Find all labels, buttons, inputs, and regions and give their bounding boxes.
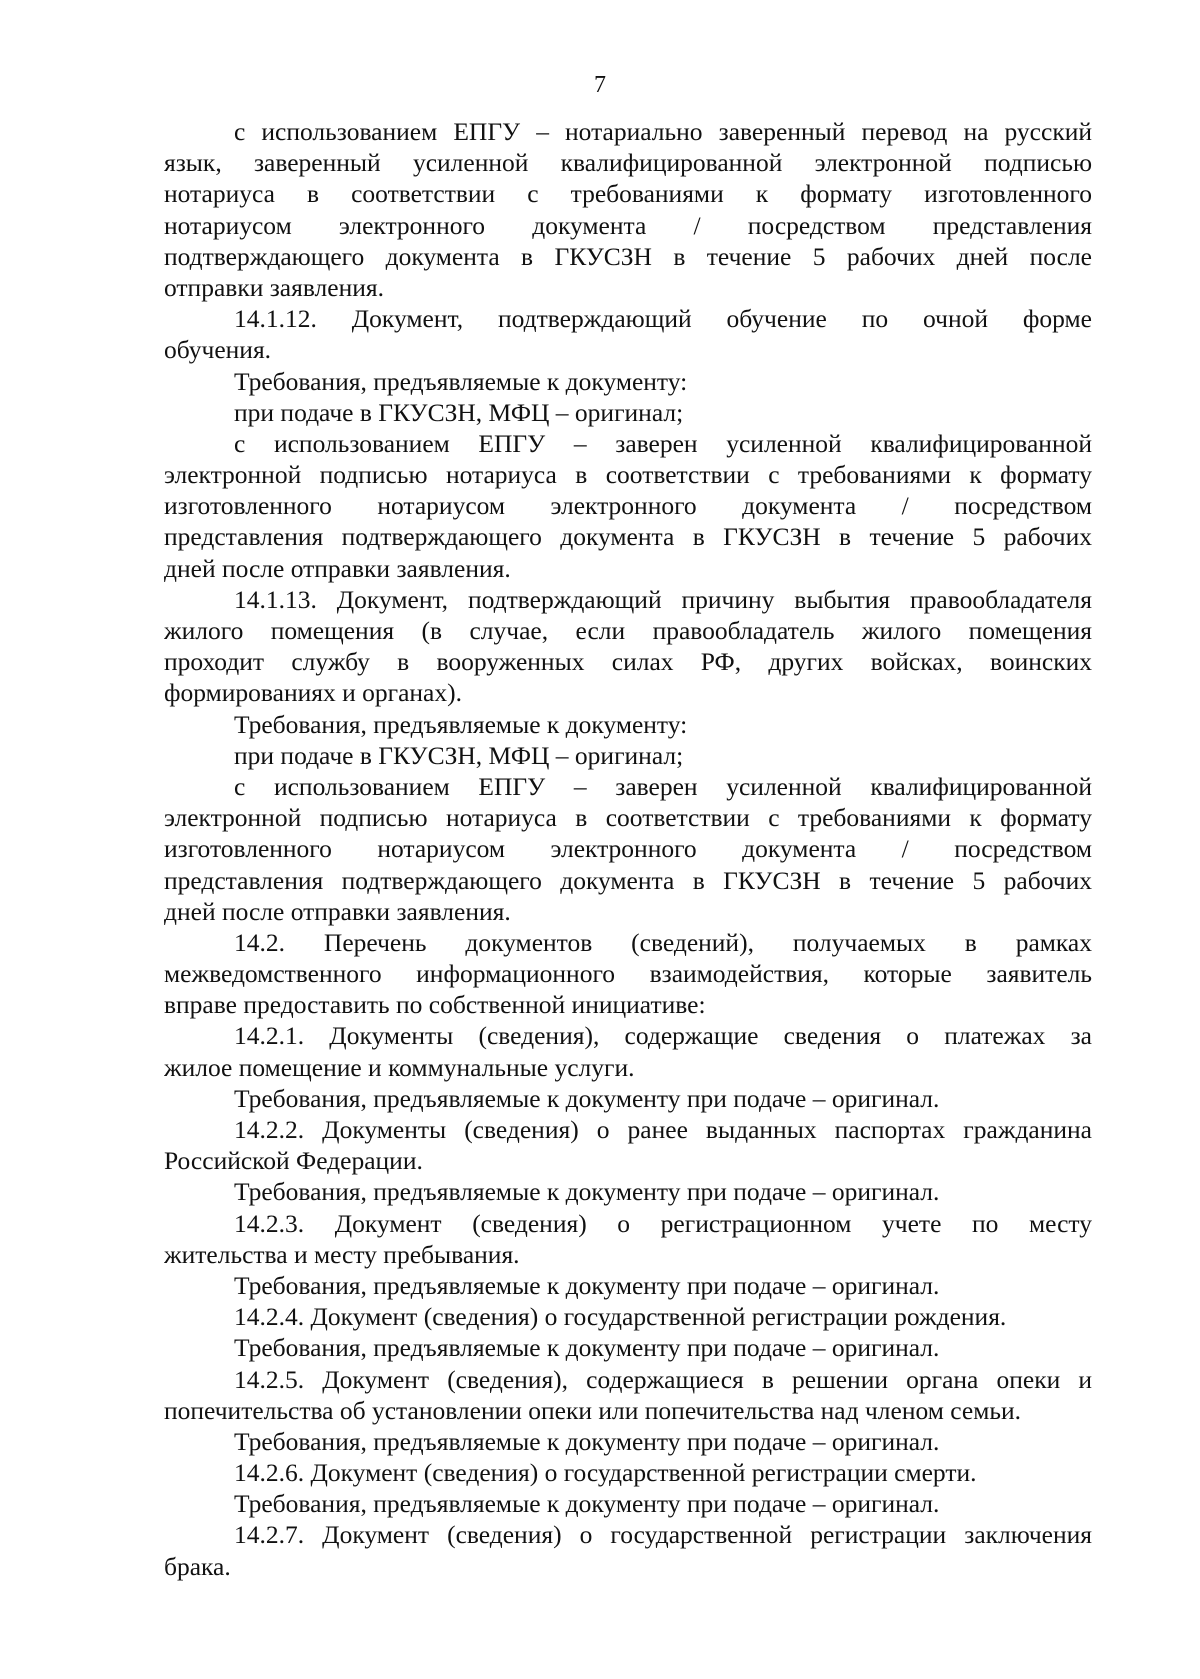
text-line: Российской Федерации. bbox=[164, 1146, 423, 1176]
text-line: представления подтверждающего документа в ГКУСЗН в течение 5 рабочих bbox=[164, 865, 1092, 895]
text-line: брака. bbox=[164, 1551, 231, 1581]
text-line: изготовленного нотариусом электронного документа / посредством bbox=[164, 834, 1092, 864]
text-line: Требования, предъявляемые к документу при подаче – оригинал. bbox=[234, 1083, 940, 1113]
text-line: Требования, предъявляемые к документу: bbox=[234, 709, 688, 739]
text-line: 14.2.4. Документ (сведения) о государственной регистрации рождения. bbox=[234, 1302, 1007, 1332]
text-line: жилого помещения (в случае, если правообладатель жилого помещения bbox=[164, 616, 1092, 645]
text-line: при подаче в ГКУСЗН, МФЦ – оригинал; bbox=[234, 397, 684, 427]
text-line: попечительства об установлении опеки или попечительства над членом семьи. bbox=[164, 1395, 1022, 1425]
text-line: Требования, предъявляемые к документу при подаче – оригинал. bbox=[234, 1489, 940, 1519]
text-line: 14.1.13. Документ, подтверждающий причину выбытия правообладателя bbox=[234, 584, 1092, 614]
text-line: дней после отправки заявления. bbox=[164, 896, 511, 926]
text-line: дней после отправки заявления. bbox=[164, 553, 511, 583]
text-line: с использованием ЕПГУ – заверен усиленной квалифицированной bbox=[234, 428, 1092, 458]
text-line: 14.2. Перечень документов (сведений), получаемых в рамках bbox=[234, 927, 1092, 957]
text-line: язык, заверенный усиленной квалифицированной электронной подписью bbox=[164, 148, 1092, 178]
text-line: Требования, предъявляемые к документу при подаче – оригинал. bbox=[234, 1270, 940, 1300]
text-line: Требования, предъявляемые к документу при подаче – оригинал. bbox=[234, 1177, 940, 1207]
text-line: представления подтверждающего документа в ГКУСЗН в течение 5 рабочих bbox=[164, 522, 1092, 552]
text-line: жилое помещение и коммунальные услуги. bbox=[164, 1052, 635, 1082]
page-number: 7 bbox=[594, 72, 606, 98]
text-line: электронной подписью нотариуса в соответствии с требованиями к формату bbox=[164, 460, 1092, 490]
text-line: 14.2.5. Документ (сведения), содержащиеся в решении органа опеки и bbox=[234, 1364, 1092, 1394]
text-line: 14.2.6. Документ (сведения) о государственной регистрации смерти. bbox=[234, 1458, 977, 1488]
text-line: Требования, предъявляемые к документу при подаче – оригинал. bbox=[234, 1333, 940, 1363]
text-line: межведомственного информационного взаимодействия, которые заявитель bbox=[164, 959, 1092, 989]
text-line: 14.2.2. Документы (сведения) о ранее выданных паспортах гражданина bbox=[234, 1115, 1092, 1144]
text-line: при подаче в ГКУСЗН, МФЦ – оригинал; bbox=[234, 740, 684, 770]
text-line: электронной подписью нотариуса в соответствии с требованиями к формату bbox=[164, 803, 1092, 833]
text-line: Требования, предъявляемые к документу при подаче – оригинал. bbox=[234, 1426, 940, 1456]
text-line: с использованием ЕПГУ – нотариально заверенный перевод на русский bbox=[234, 117, 1092, 146]
text-line: формированиях и органах). bbox=[164, 678, 462, 708]
text-line: вправе предоставить по собственной инициативе: bbox=[164, 990, 706, 1020]
text-line: 14.1.12. Документ, подтверждающий обучение по очной форме bbox=[234, 304, 1092, 334]
text-line: 14.2.3. Документ (сведения) о регистрационном учете по месту bbox=[234, 1208, 1092, 1238]
text-line: изготовленного нотариусом электронного документа / посредством bbox=[164, 491, 1092, 521]
text-line: обучения. bbox=[164, 335, 272, 365]
text-line: Требования, предъявляемые к документу: bbox=[234, 366, 688, 396]
text-line: нотариуса в соответствии с требованиями к формату изготовленного bbox=[164, 179, 1092, 209]
text-line: 14.2.1. Документы (сведения), содержащие сведения о платежах за bbox=[234, 1021, 1092, 1051]
text-line: 14.2.7. Документ (сведения) о государственной регистрации заключения bbox=[234, 1520, 1092, 1550]
text-line: жительства и месту пребывания. bbox=[164, 1239, 520, 1269]
text-line: подтверждающего документа в ГКУСЗН в течение 5 рабочих дней после bbox=[164, 241, 1092, 271]
text-line: отправки заявления. bbox=[164, 272, 384, 302]
text-line: с использованием ЕПГУ – заверен усиленной квалифицированной bbox=[234, 771, 1092, 801]
text-line: нотариусом электронного документа / посредством представления bbox=[164, 210, 1092, 240]
document-body bbox=[164, 116, 1092, 1582]
text-line: проходит службу в вооруженных силах РФ, других войсках, воинских bbox=[164, 647, 1092, 677]
